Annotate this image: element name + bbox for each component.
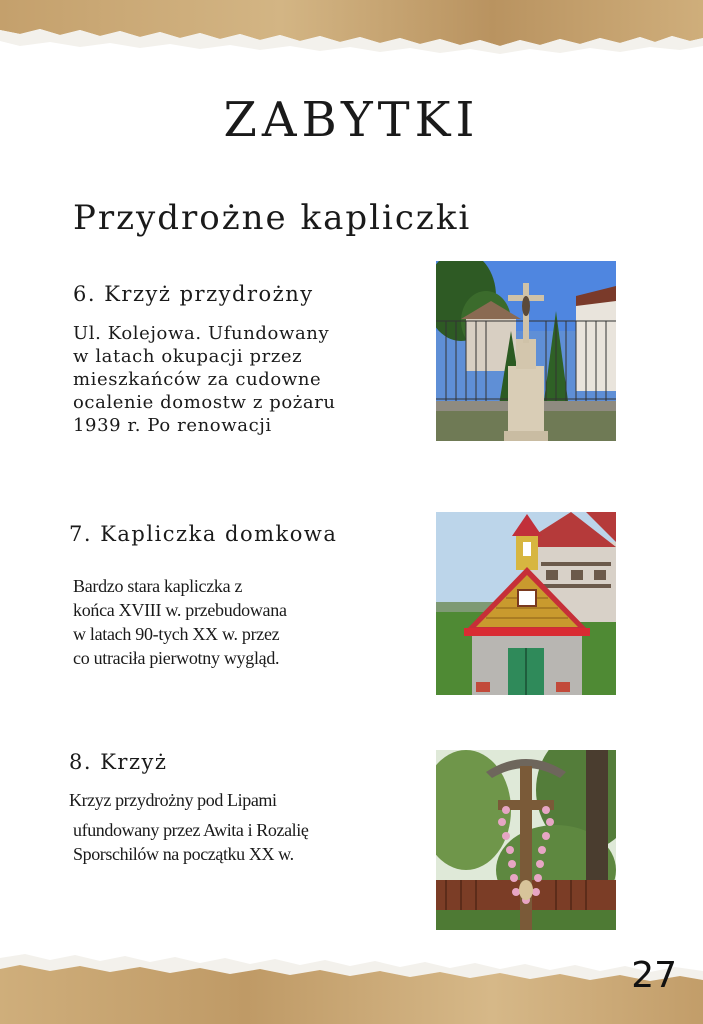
house-chapel-photo bbox=[436, 512, 616, 695]
item-6-heading: 6. Krzyż przydrożny bbox=[73, 282, 314, 306]
torn-paper-top-decoration bbox=[0, 0, 703, 60]
item-8-description-line1: Krzyz przydrożny pod Lipami bbox=[69, 790, 277, 810]
page-title: ZABYTKI bbox=[223, 92, 480, 148]
cross-under-lindens-photo bbox=[436, 750, 616, 930]
item-8-description: ufundowany przez Awita i Rozalię Sporschilów na początku XX w. bbox=[73, 820, 309, 864]
section-title: Przydrożne kapliczki bbox=[73, 198, 472, 238]
page-number: 27 bbox=[631, 955, 677, 996]
item-7-heading: 7. Kapliczka domkowa bbox=[69, 522, 338, 546]
item-8-heading: 8. Krzyż bbox=[69, 750, 168, 774]
torn-paper-bottom-decoration bbox=[0, 944, 703, 1024]
item-7-description: Bardzo stara kapliczka z końca XVIII w. przebudowana w latach 90-tych XX w. przez co utraciła pierwotny wygląd. bbox=[73, 576, 287, 668]
item-6-description: Ul. Kolejowa. Ufundowany w latach okupacji przez mieszkańców za cudowne ocalenie domostw z pożaru 1939 r. Po renowacji bbox=[73, 323, 336, 436]
wayside-cross-photo bbox=[436, 261, 616, 441]
